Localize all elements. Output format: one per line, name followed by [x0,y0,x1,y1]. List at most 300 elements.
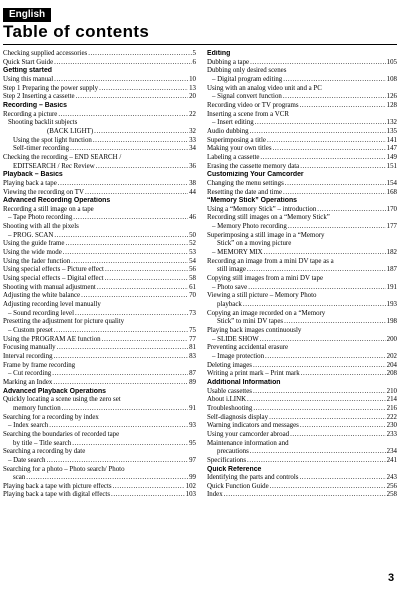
toc-entry-title: Making your own titles [207,145,272,153]
dot-leader [273,145,386,154]
toc-entry-title: Playing back a tape with picture effects [3,482,112,490]
toc-page-number: 22 [189,110,196,118]
toc-entry-title: Quick Start Guide [3,58,54,66]
toc-entry [207,474,397,483]
toc-entry [3,405,196,414]
toc-page-number: 44 [189,188,196,196]
dot-leader [99,85,188,94]
toc-entry [207,491,397,500]
toc-entry [207,59,397,68]
toc-page-number: 126 [386,93,397,101]
dot-leader [260,336,386,345]
toc-left-column [3,50,196,500]
toc-entry-title: Specifications [207,456,247,464]
toc-page-number: 50 [189,231,196,239]
toc-page-number: 141 [386,136,397,144]
toc-entry-line: Searching a recording by date [3,448,86,456]
dot-leader [113,483,185,492]
dot-leader [270,483,386,492]
toc-entry-title: Interval recording [3,352,53,360]
toc-entry [3,240,196,249]
toc-entry-title: Superimposing a title [207,136,266,144]
dot-leader [260,154,385,163]
dot-leader [76,93,189,102]
toc-entry [3,379,196,388]
toc-entry [207,76,397,85]
toc-page-number: 204 [386,361,397,369]
toc-page-number: 198 [386,318,397,326]
toc-entry-line: Viewing a still picture – Memory Photo [207,292,317,300]
dot-leader [250,59,386,68]
toc-page-number: 147 [386,145,397,153]
toc-entry-line: Adjusting recording level manually [3,301,101,309]
toc-entry [207,102,397,111]
toc-entry [207,249,397,258]
toc-entry-title: Troubleshooting [207,404,253,412]
dot-leader [250,128,386,137]
dot-leader [102,336,188,345]
toc-right-column [207,50,397,500]
toc-page-number: 95 [189,439,196,447]
toc-page-number: 132 [386,119,397,127]
toc-entry-title: Step 1 Preparing the power supply [3,84,99,92]
toc-page-number: 13 [189,84,196,92]
dot-leader [81,292,188,301]
dot-leader [283,189,386,198]
dot-leader [54,232,188,241]
toc-entry [207,93,397,102]
dot-leader [253,388,386,397]
toc-entry-title: About i.LINK [207,396,247,404]
dot-leader [224,491,386,500]
toc-page-number: 256 [386,482,397,490]
toc-page-number: 89 [189,378,196,386]
toc-page-number: 241 [386,456,397,464]
toc-page-number: 73 [189,309,196,317]
toc-page-number: 91 [189,404,196,412]
toc-entry-line: Dubbing only desired scenes [207,67,287,75]
toc-entry-title: Self-diagnosis display [207,413,269,421]
dot-leader [247,266,386,275]
dot-leader [247,396,386,405]
toc-entry-title: – Image protection [212,352,265,360]
dot-leader [301,370,386,379]
toc-entry-title: – Index search [8,422,49,430]
toc-page-number: 182 [386,249,397,257]
toc-page-number: 58 [189,275,196,283]
toc-entry [207,301,397,310]
dot-leader [300,102,386,111]
dot-leader [57,344,188,353]
toc-entry [207,422,397,431]
dot-leader [285,180,386,189]
toc-entry-title: – Insert editing [212,119,254,127]
toc-entry [207,353,397,362]
toc-entry-title: Writing a print mark – Print mark [207,370,300,378]
section-heading: “Memory Stick” Operations [207,197,297,205]
toc-entry [3,180,196,189]
toc-entry-title: – Photo save [212,283,248,291]
toc-entry-line: Recording still images on a “Memory Stick” [207,214,330,222]
toc-page-number: 75 [189,327,196,334]
toc-entry-line: Searching for a recording by index [3,413,99,421]
toc-entry-title: playback [217,301,242,309]
toc-entry-line: Searching for a photo – Photo search/ Photo [3,465,125,473]
toc-page-number: 234 [386,448,397,456]
toc-entry [207,414,397,423]
toc-entry-line: Copying an image recorded on a “Memory [207,309,326,317]
section-heading: Customizing Your Camcorder [207,171,304,179]
toc-entry-title: Adjusting the white balance [3,292,81,300]
toc-page-number: 20 [189,93,196,101]
toc-entry [3,163,196,172]
toc-entry-title: – Memory Photo recording [212,223,287,231]
toc-page-number: 151 [386,162,397,170]
dot-leader [54,59,191,68]
toc-entry-title: Quick Function Guide [207,482,269,490]
toc-page-number: 230 [386,422,397,430]
section-heading: Advanced Playback Operations [3,387,107,395]
dot-leader [247,457,386,466]
dot-leader [111,491,185,500]
dot-leader [52,370,188,379]
toc-entry [3,327,196,336]
toc-entry-title: Marking an Index [3,378,53,386]
toc-page-number: 102 [185,482,196,490]
toc-entry-title: Labeling a cassette [207,153,260,161]
dot-leader [250,448,386,457]
toc-entry [207,128,397,137]
toc-page-number: 208 [386,370,397,378]
toc-entry-line: Recording a still image on a tape [3,205,94,213]
toc-page-number: 93 [189,422,196,430]
toc-entry-title: (BACK LIGHT) [47,127,94,135]
toc-entry-title: Using a “Memory Stick” – introduction [207,205,317,213]
toc-entry [3,189,196,198]
toc-page-number: 6 [192,58,196,66]
toc-page-number: 108 [386,75,397,83]
toc-entry [3,76,196,85]
dot-leader [75,310,188,319]
section-heading: Playback – Basics [3,171,63,179]
dot-leader [253,405,385,414]
toc-entry [3,85,196,94]
toc-entry-line: Preventing accidental erasure [207,344,289,352]
toc-entry-title: Stick” to mini DV tapes [217,318,284,326]
toc-entry [3,266,196,275]
toc-entry-title: – Signal convert function [212,93,282,101]
toc-entry-title: EDITSEARCH / Rec Review [13,162,95,170]
toc-entry-title: Using the PROGRAM AE function [3,335,101,343]
dot-leader [73,214,188,223]
toc-entry-title: Index [207,491,223,499]
toc-entry-title: Focusing manually [3,344,56,352]
toc-entry [3,275,196,284]
toc-entry [207,154,397,163]
toc-page-number: 105 [386,58,397,66]
dot-leader [54,353,189,362]
toc-entry-title: Warning indicators and messages [207,422,299,430]
toc-entry-line: Recording an image from a mini DV tape as a [207,257,334,265]
toc-entry-title: Using the wide mode [3,249,62,257]
dot-leader [62,405,188,414]
language-badge: English [3,8,51,22]
dot-leader [299,474,385,483]
dot-leader [72,440,188,449]
toc-entry [207,396,397,405]
toc-entry [207,483,397,492]
dot-leader [105,266,188,275]
dot-leader [255,119,386,128]
toc-entry [207,362,397,371]
toc-entry-title: Playing back a tape [3,179,57,187]
toc-entry [207,448,397,457]
dot-leader [49,422,188,431]
toc-entry-title: Shooting with manual adjustment [3,283,96,291]
toc-entry [207,180,397,189]
dot-leader [288,223,386,232]
toc-entry [3,59,196,68]
dot-leader [253,362,386,371]
toc-entry-line: Shooting backlit subjects [8,119,78,127]
toc-page-number: 128 [386,101,397,109]
toc-entry-title: Recording a picture [3,110,58,118]
toc-entry [3,111,196,120]
toc-entry [207,189,397,198]
toc-page-number: 97 [189,456,196,464]
toc-page-number: 168 [386,188,397,196]
toc-entry-title: – SLIDE SHOW [212,335,259,343]
dot-leader [85,189,188,198]
dot-leader [53,379,188,388]
dot-leader [97,284,188,293]
dot-leader [94,128,188,137]
section-heading: Additional Information [207,378,281,386]
toc-entry-title: precautions [217,448,249,456]
toc-entry [3,491,196,500]
section-heading: Quick Reference [207,465,262,473]
dot-leader [88,50,191,59]
toc-entry-line: Checking the recording – END SEARCH / [3,153,122,161]
toc-page-number: 243 [386,474,397,482]
toc-page-number: 38 [189,179,196,187]
toc-page-number: 10 [189,75,196,83]
dot-leader [267,137,386,146]
toc-entry [3,232,196,241]
toc-entry [207,457,397,466]
toc-entry-title: Using the fader function [3,257,71,265]
dot-leader [300,422,386,431]
toc-entry-title: – Sound recording level [8,309,75,317]
toc-entry-line: Frame by frame recording [3,361,76,369]
toc-entry-title: Viewing the recording on TV [3,188,84,196]
toc-entry [3,440,196,449]
toc-entry-title: – Digital program editing [212,75,283,83]
dot-leader [105,275,189,284]
dot-leader [269,414,386,423]
toc-page-number: 202 [386,352,397,360]
toc-entry [207,388,397,397]
dot-leader [65,240,188,249]
toc-entry [3,258,196,267]
toc-page-number: 187 [386,266,397,274]
dot-leader [290,431,386,440]
toc-entry [3,128,196,137]
toc-page-number: 103 [185,491,196,499]
toc-entry-title: Using special effects – Digital effect [3,275,104,283]
dot-leader [58,180,188,189]
toc-entry-title: Using this manual [3,75,54,83]
toc-page-number: 193 [386,301,397,309]
toc-page-number: 258 [386,491,397,499]
dot-leader [70,145,188,154]
toc-entry-line: Superimposing a still image in a “Memory [207,231,325,239]
toc-entry-line: Searching the boundaries of recorded tape [3,430,120,438]
toc-entry [3,137,196,146]
toc-page-number: 149 [386,153,397,161]
toc-entry-title: Recording video or TV programs [207,101,299,109]
toc-entry-line: Inserting a scene from a VCR [207,110,289,118]
toc-entry-title: – Cut recording [8,370,52,378]
toc-page-number: 52 [189,240,196,248]
page-number: 3 [388,572,395,584]
toc-entry-title: Self-timer recording [13,145,70,153]
toc-entry-line: Copying still images from a mini DV tape [207,275,324,283]
toc-entry-title: still image [217,266,246,274]
toc-entry [207,405,397,414]
section-heading: Getting started [3,67,53,75]
toc-page-number: 214 [386,396,397,404]
toc-entry-title: Identifying the parts and controls [207,474,299,482]
dot-leader [71,258,188,267]
toc-entry [207,336,397,345]
toc-entry-title: Erasing the cassette memory data [207,162,300,170]
toc-page-number: 56 [189,266,196,274]
toc-entry [207,284,397,293]
toc-entry [207,137,397,146]
toc-entry-title: Checking supplied accessories [3,50,88,57]
toc-entry-title: Audio dubbing [207,127,249,135]
toc-page-number: 61 [189,283,196,291]
toc-entry [3,422,196,431]
toc-page-number: 222 [386,413,397,421]
toc-entry-title: Playing back a tape with digital effects [3,491,111,499]
toc-page-number: 99 [189,474,196,482]
toc-entry-title: Using your camcorder abroad [207,430,290,438]
toc-page-number: 233 [386,430,397,438]
toc-entry-title: scan [13,474,26,482]
title-rule [3,44,397,45]
dot-leader [317,206,385,215]
toc-entry [3,483,196,492]
toc-page-number: 5 [192,50,196,57]
toc-entry-title: Dubbing a tape [207,58,250,66]
toc-entry-title: – Tape Photo recording [8,214,73,222]
toc-entry-title: Step 2 Inserting a cassette [3,93,75,101]
section-heading: Advanced Recording Operations [3,197,111,205]
dot-leader [265,353,386,362]
toc-entry [3,353,196,362]
toc-page-number: 70 [189,292,196,300]
toc-entry-line: Quickly locating a scene using the zero set [3,396,121,404]
toc-entry-line: Playing back images continuously [207,327,302,334]
toc-page-number: 87 [189,370,196,378]
toc-entry-title: Usable cassettes [207,387,252,395]
toc-page-number: 33 [189,136,196,144]
toc-page-number: 210 [386,387,397,395]
toc-entry [3,474,196,483]
toc-entry-line: Shooting with all the pixels [3,223,79,231]
dot-leader [93,137,188,146]
toc-entry [207,266,397,275]
toc-entry [3,292,196,301]
toc-entry-title: Using special effects – Picture effect [3,266,104,274]
toc-page-number: 170 [386,205,397,213]
dot-leader [264,249,386,258]
toc-page-number: 34 [189,145,196,153]
toc-page-number: 177 [386,223,397,231]
dot-leader [54,76,188,85]
toc-page-number: 200 [386,335,397,343]
toc-entry [207,163,397,172]
toc-entry-title: – MEMORY MIX [212,249,263,257]
toc-entry [3,214,196,223]
page-title: Table of contents [3,22,150,41]
dot-leader [283,76,385,85]
toc-entry-line: Presetting the adjustment for picture quality [3,318,125,326]
toc-entry [207,318,397,327]
toc-page-number: 46 [189,214,196,222]
toc-entry-line: Stick” on a moving picture [217,240,292,248]
toc-entry-title: memory function [13,404,61,412]
toc-entry [3,50,196,59]
toc-entry [207,119,397,128]
toc-entry-title: Using the spot light function [13,136,92,144]
dot-leader [58,111,188,120]
toc-entry [207,206,397,215]
toc-entry [3,249,196,258]
toc-page-number: 154 [386,179,397,187]
section-heading: Recording – Basics [3,101,67,109]
toc-page-number: 36 [189,162,196,170]
dot-leader [300,163,385,172]
dot-leader [47,457,189,466]
toc-entry-line: Using with an analog video unit and a PC [207,84,322,92]
toc-page-number: 53 [189,249,196,257]
toc-entry [3,93,196,102]
toc-entry-title: Changing the menu settings [207,179,284,187]
dot-leader [54,327,188,336]
toc-entry-title: Resetting the date and time [207,188,283,196]
toc-entry-line: Maintenance information and [207,439,289,447]
toc-page-number: 191 [386,283,397,291]
toc-entry [207,431,397,440]
dot-leader [248,284,385,293]
toc-entry-title: – PROG. SCAN [8,231,54,239]
toc-entry-title: Deleting images [207,361,252,369]
toc-page-number: 216 [386,404,397,412]
toc-entry [3,284,196,293]
toc-page-number: 83 [189,352,196,360]
toc-entry [3,336,196,345]
toc-entry-title: Using the guide frame [3,240,65,248]
toc-entry-title: by title – Title search [13,439,72,447]
dot-leader [284,318,386,327]
toc-entry [3,457,196,466]
section-heading: Editing [207,50,231,57]
dot-leader [63,249,188,258]
dot-leader [26,474,188,483]
